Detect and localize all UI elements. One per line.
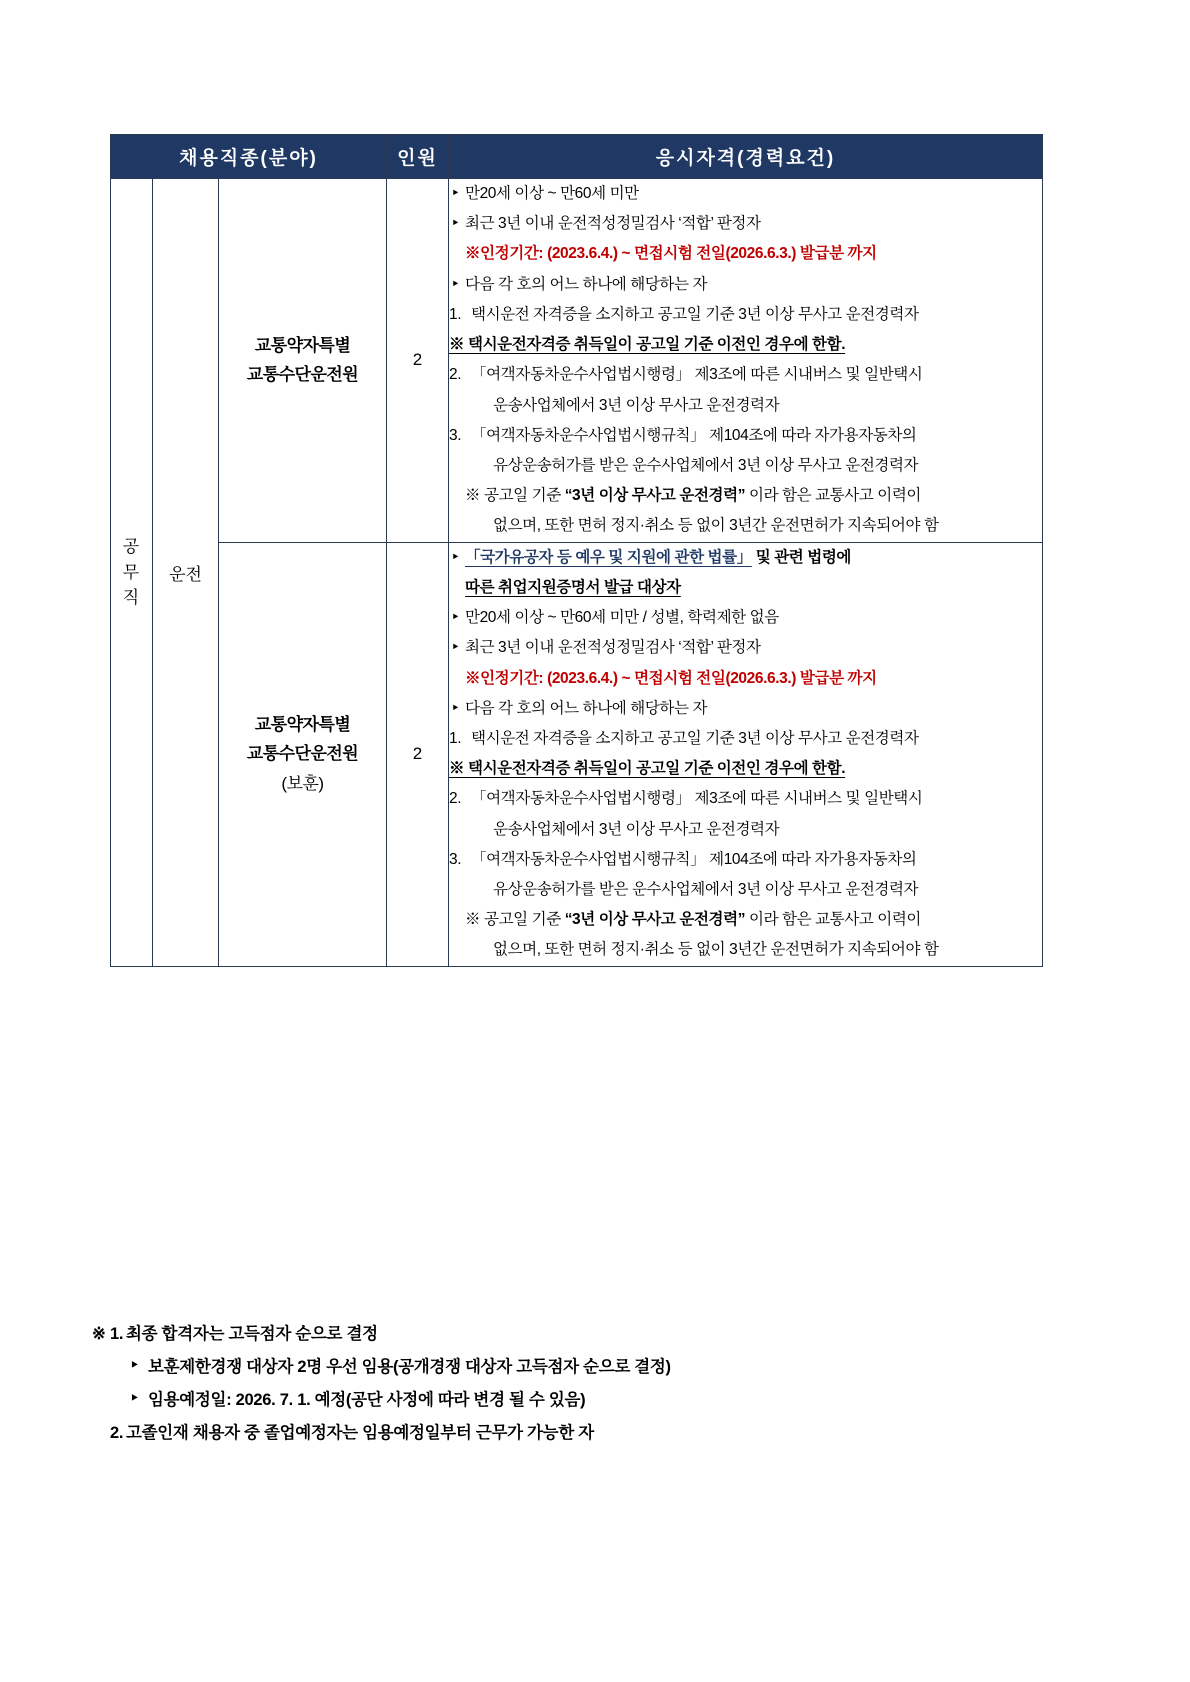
num-marker: 2. [449, 366, 462, 384]
header-count: 인원 [387, 135, 449, 179]
qual-item-num [449, 421, 1042, 451]
note-emphasis: “3년 이상 무사고 운전경력” [564, 487, 746, 505]
field-cell: 운전 [153, 179, 219, 967]
job-name-line2: 교통수단운전원 [246, 744, 359, 764]
footnote-sub-text-2: 임용예정일: 2026. 7. 1. 예정(공단 사정에 따라 변경 될 수 있음) [148, 1391, 586, 1409]
qual-item: ‣ 최근 3년 이내 운전적성정밀검사 ‘적합’ 판정자 [449, 209, 1042, 239]
qual-item-cont: 운송사업체에서 3년 이상 무사고 운전경력자 [493, 820, 780, 838]
qual-item-note [449, 905, 1042, 935]
header-qualification: 응시자격(경력요건) [449, 135, 1043, 179]
num-text: 「여객자동차운수사업법시행규칙」 제104조에 따라 자가용자동차의 [471, 426, 917, 444]
qual-item-num [449, 360, 1042, 390]
footnotes [92, 1318, 1102, 1450]
category-char-2: 무 [122, 562, 141, 582]
qual-item: ‣ 최근 3년 이내 운전적성정밀검사 ‘적합’ 판정자 [449, 633, 1042, 663]
footnote-sub-text-1: 보훈제한경쟁 대상자 2명 우선 임용(공개경쟁 대상자 고득점자 순으로 결정) [148, 1358, 671, 1376]
note-post: 이라 함은 교통사고 이력이 [745, 911, 921, 929]
note-pre: ※ 공고일 기준 [465, 911, 565, 929]
qual-item-red [449, 664, 1042, 694]
job-name-line1: 교통약자특별 [254, 335, 351, 355]
num-text: 「여객자동차운수사업법시행규칙」 제104조에 따라 자가용자동차의 [471, 850, 917, 868]
note-pre: ※ 공고일 기준 [465, 487, 565, 505]
num-marker: 1. [449, 305, 462, 323]
qual-item-cont: 유상운송허가를 받은 운수사업체에서 3년 이상 무사고 운전경력자 [493, 881, 919, 899]
red-prefix: ※인정기간: [465, 669, 544, 687]
footnote-item-2 [92, 1417, 1102, 1450]
category-cell [111, 179, 153, 967]
note-post: 이라 함은 교통사고 이력이 [745, 487, 921, 505]
num-marker: 1. [449, 729, 462, 747]
qual-item-note [449, 481, 1042, 511]
job-name-line3: (보훈) [281, 774, 324, 794]
note-emphasis: “3년 이상 무사고 운전경력” [564, 911, 746, 929]
footnote-sub-2 [92, 1384, 1102, 1417]
qual-item-cont: 운송사업체에서 3년 이상 무사고 운전경력자 [493, 396, 780, 414]
num-text: 택시운전 자격증을 소지하고 공고일 기준 3년 이상 무사고 운전경력자 [471, 305, 919, 323]
qual-item-num [449, 724, 1042, 754]
qualification-cell-1 [449, 179, 1043, 543]
qual-item: ‣ 만20세 이상 ~ 만60세 미만 / 성별, 학력제한 없음 [449, 603, 1042, 633]
table-header-row [111, 135, 1043, 179]
red-prefix: ※인정기간: [465, 245, 544, 263]
qual-item-cont: 없으며, 또한 면허 정지·취소 등 없이 3년간 운전면허가 지속되어야 함 [493, 941, 939, 959]
footnote-text-2: 고졸인재 채용자 중 졸업예정자는 임용예정일부터 근무가 가능한 자 [126, 1424, 594, 1442]
qual-item-red [449, 239, 1042, 269]
count-cell-2: 2 [387, 542, 449, 966]
qual-item-underline: ※ 택시운전자격증 취득일이 공고일 기준 이전인 경우에 한함. [449, 336, 846, 354]
qual-item: ‣ 만20세 이상 ~ 만60세 미만 [449, 179, 1042, 209]
footnote-number-2: 2. [110, 1424, 124, 1442]
qual-item-cont-bold: 따른 취업지원증명서 발급 대상자 [465, 578, 681, 596]
table-row [111, 542, 1043, 966]
job-name-cell-2 [219, 542, 387, 966]
header-job: 채용직종(분야) [111, 135, 387, 179]
footnote-item-1 [92, 1318, 1102, 1351]
qual-item-num [449, 300, 1042, 330]
job-name-cell-1 [219, 179, 387, 543]
num-text: 「여객자동차운수사업법시행령」 제3조에 따른 시내버스 및 일반택시 [471, 790, 923, 808]
qual-item-cont: 유상운송허가를 받은 운수사업체에서 3년 이상 무사고 운전경력자 [493, 456, 919, 474]
qual-item-law [449, 543, 1042, 573]
qual-item-num [449, 784, 1042, 814]
footnote-sub-1 [92, 1351, 1102, 1384]
red-text: (2023.6.4.) ~ 면접시험 전일(2026.6.3.) 발급분 까지 [547, 245, 877, 263]
footnote-number-1: 1. [110, 1325, 124, 1343]
red-text: (2023.6.4.) ~ 면접시험 전일(2026.6.3.) 발급분 까지 [547, 669, 877, 687]
num-marker: 3. [449, 426, 462, 444]
qual-item-underline: ※ 택시운전자격증 취득일이 공고일 기준 이전인 경우에 한함. [449, 760, 846, 778]
law-link-text: 「국가유공자 등 예우 및 지원에 관한 법률」 [465, 548, 752, 566]
footnote-marker: ※ [92, 1325, 106, 1343]
footnote-text-1: 최종 합격자는 고득점자 순으로 결정 [126, 1325, 378, 1343]
num-text: 택시운전 자격증을 소지하고 공고일 기준 3년 이상 무사고 운전경력자 [471, 729, 919, 747]
law-rest-text: 및 관련 법령에 [751, 548, 851, 566]
num-marker: 2. [449, 790, 462, 808]
qualification-cell-2 [449, 542, 1043, 966]
qual-item-cont: 없으며, 또한 면허 정지·취소 등 없이 3년간 운전면허가 지속되어야 함 [493, 517, 939, 535]
num-text: 「여객자동차운수사업법시행령」 제3조에 따른 시내버스 및 일반택시 [471, 366, 923, 384]
recruitment-table [110, 134, 1043, 967]
count-cell-1: 2 [387, 179, 449, 543]
qual-item: ‣ 다음 각 호의 어느 하나에 해당하는 자 [449, 270, 1042, 300]
category-char-1: 공 [122, 537, 141, 557]
qual-item-num [449, 845, 1042, 875]
category-char-3: 직 [122, 588, 141, 608]
num-marker: 3. [449, 850, 462, 868]
job-name-line1: 교통약자특별 [254, 714, 351, 734]
qual-item: ‣ 다음 각 호의 어느 하나에 해당하는 자 [449, 694, 1042, 724]
job-name-line2: 교통수단운전원 [246, 365, 359, 385]
table-row [111, 179, 1043, 543]
